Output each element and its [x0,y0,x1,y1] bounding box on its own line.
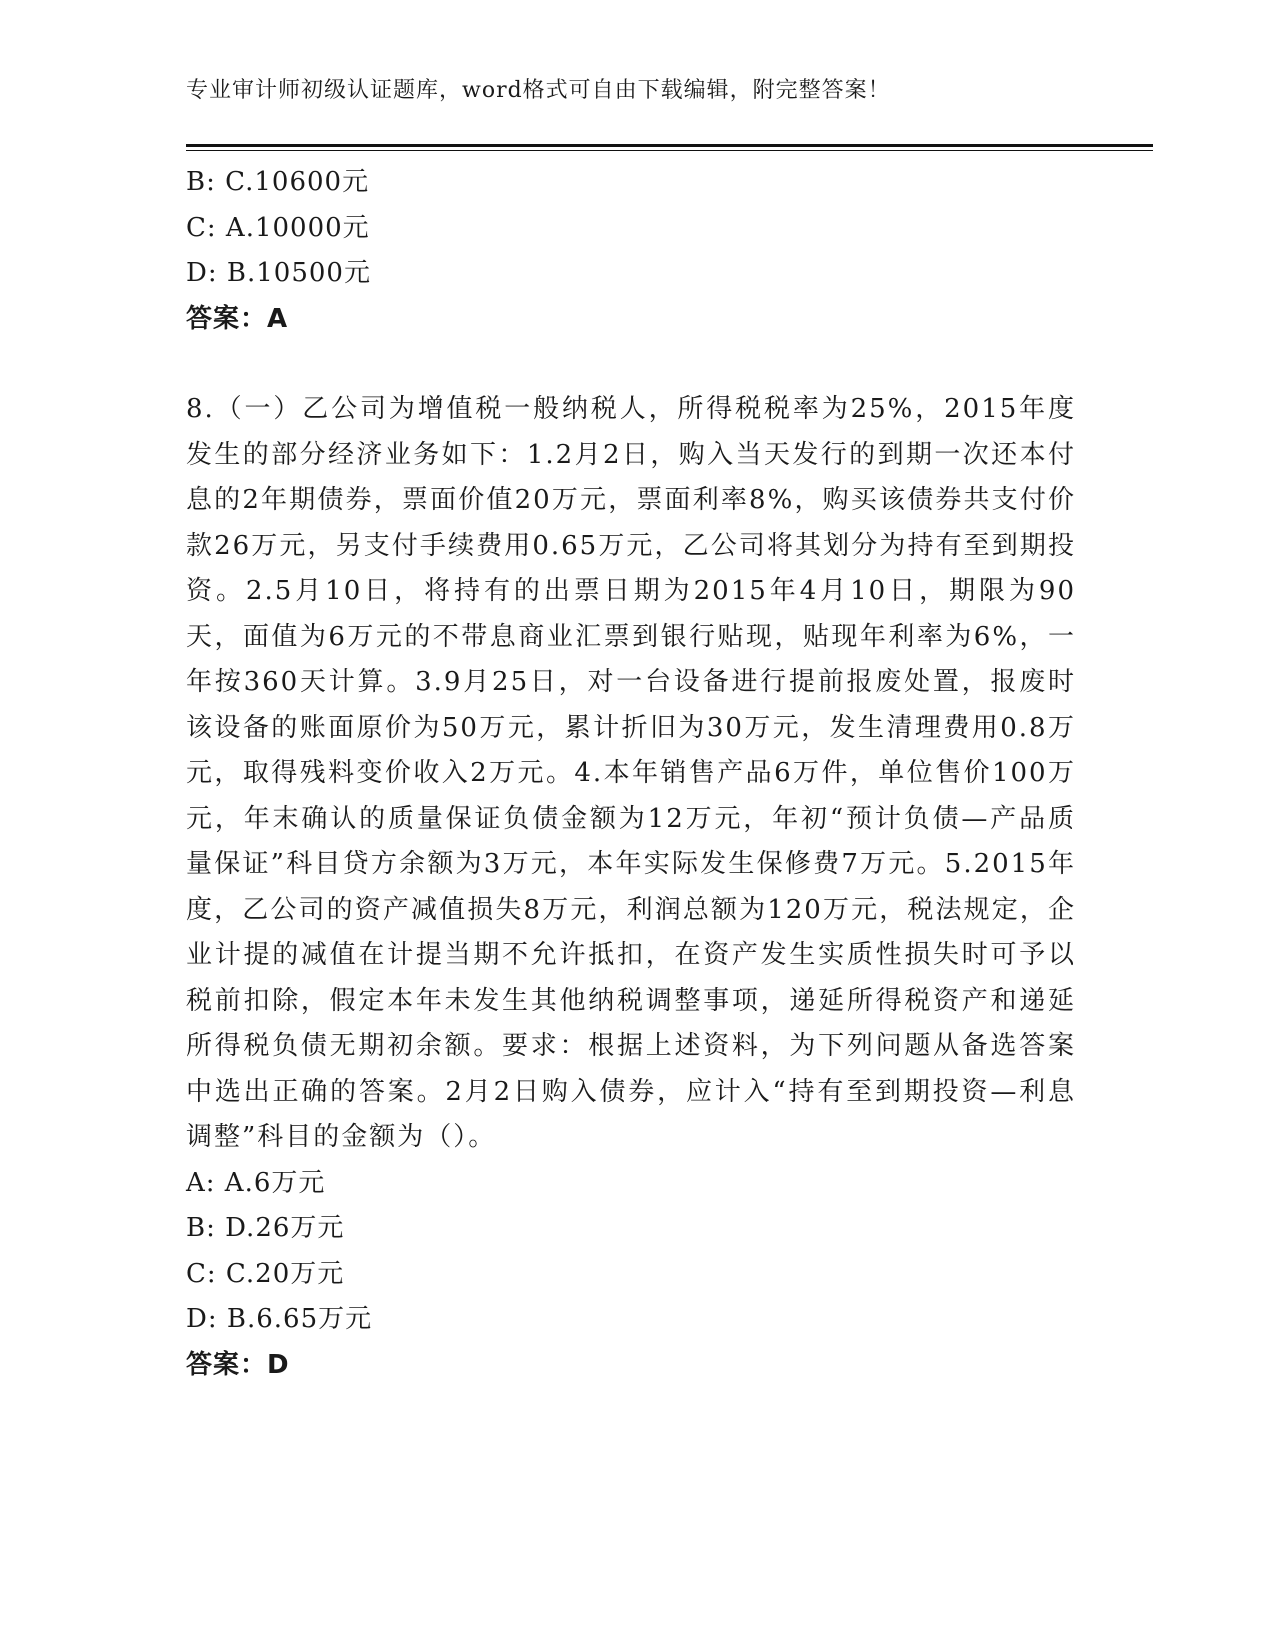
option-c: C: A.10000元 [186,212,370,243]
option-d: D: B.10500元 [186,258,371,288]
page-header: 专业审计师初级认证题库，word格式可自由下载编辑，附完整答案！ [186,78,891,103]
option-d: D: B.6.65万元 [186,1304,373,1334]
question-8-options [186,1161,1076,1343]
option-a: A: A.6万元 [186,1167,326,1198]
option-b: B: C.10600元 [186,167,370,197]
option-b: B: D.26万元 [186,1213,345,1243]
header-divider [186,144,1153,147]
option-c: C: C.20万元 [186,1258,345,1289]
prev-question-answer: 答案：A [186,303,289,334]
prev-question-options [186,160,1076,297]
question-8-text: 8.（一）乙公司为增值税一般纳税人，所得税税率为25%，2015年度发生的部分经济业务如下：1.2月2日，购入当天发行的到期一次还本付息的2年期债券，票面价值20万元，票面利率8%，购买该债券共支付价款26万元，另支付手续费用0.65万元，乙公司将其划分为持有至到期投资。2.5月10日，将持有的出票日期为2015年4月10日，期限为90天，面值为6万元的不带息商业汇票到银行贴现，贴现年利率为6%，一年按360天计算。3.9月25日，对一台设备进行提前报废处置，报废时该设备的账面原价为50万元，累计折旧为30万元，发生清理费用0.8万元，取得残料变价收入2万元。4.本年销售产品6万件，单位售价100万元，年末确认的质量保证负债金额为12万元，年初“预计负债—产品质量保证”科目贷方余额为3万元，本年实际发生保修费7万元。5.2015年度，乙公司的资产减值损失8万元，利润总额为120万元，税法规定，企业计提的减值在计提当期不允许抵扣，在资产发生实质性损失时可予以税前扣除，假定本年未发生其他纳税调整事项，递延所得税资产和递延所得税负债无期初余额。要求：根据上述资料，为下列问题从备选答案中选出正确的答案。2月2日购入债券，应计入“持有至到期投资—利息调整”科目的金额为（）。 [186,394,1076,1152]
question-8-answer: 答案：D [186,1349,290,1380]
document-body [186,160,1076,1388]
